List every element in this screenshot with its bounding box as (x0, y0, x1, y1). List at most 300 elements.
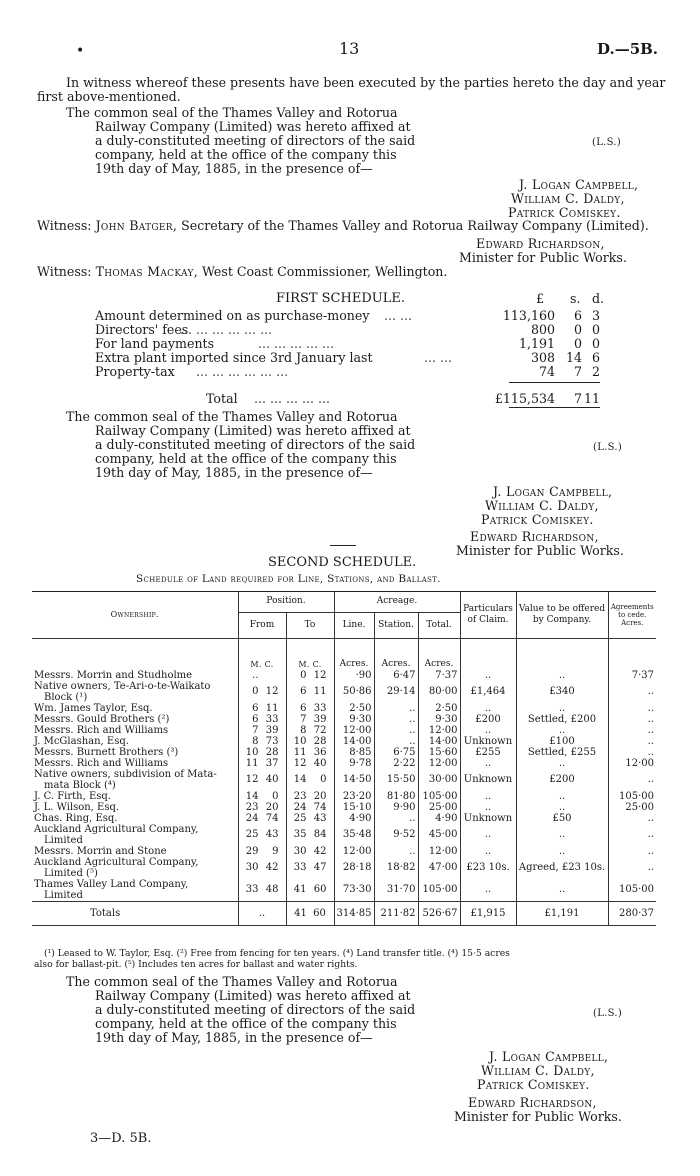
from-position-miles: 25 (245, 829, 259, 840)
unit-acres-station: Acres. (374, 638, 418, 670)
owner-line: Limited (⁵) (44, 867, 98, 879)
claim-cell: £255 (460, 747, 516, 758)
header-line: Line. (334, 612, 374, 638)
to-position-chains: 42 (313, 845, 327, 857)
land-schedule-table (32, 592, 656, 926)
from-position (238, 670, 286, 681)
owner-line: Native owners, Te-Ari-o-te-Waikato (34, 680, 211, 692)
owner-line: J. L. Wilson, Esq. (34, 801, 120, 813)
from-position-chains: 28 (265, 746, 279, 758)
cede-cell: .. (608, 813, 656, 824)
acreage-total: 105·00 (418, 879, 460, 902)
from-position-chains: 74 (265, 812, 279, 824)
to-position (286, 758, 334, 769)
second-schedule-title: SECOND SCHEDULE. (268, 555, 417, 570)
seal-line: company, held at the office of the company this (95, 451, 397, 466)
value-cell: £340 (516, 681, 608, 703)
item-shillings: 6 (573, 308, 582, 323)
from-position (238, 813, 286, 824)
from-position (238, 879, 286, 902)
claim-cell: .. (460, 879, 516, 902)
acreage-total: 15·60 (418, 747, 460, 758)
cede-cell: .. (608, 725, 656, 736)
claim-cell: .. (460, 703, 516, 714)
witness-name: John Batger, (95, 218, 178, 233)
owner-cell (32, 747, 238, 758)
witness-label: Witness: (37, 218, 92, 233)
acreage-line: 50·86 (334, 681, 374, 703)
seal-line: a duly-constituted meeting of directors of the said (95, 1002, 416, 1017)
value-cell: £50 (516, 813, 608, 824)
item-shillings: 0 (573, 336, 582, 351)
witness-label: Witness: (37, 264, 92, 279)
owner-cell (32, 758, 238, 769)
to-position-miles: 8 (300, 724, 307, 736)
from-position (238, 846, 286, 857)
table-row (32, 681, 656, 703)
owner-cell (32, 846, 238, 857)
owner-line: Messrs. Morrin and Stone (34, 845, 167, 857)
owner-cell (32, 703, 238, 714)
header-agreements: Agreements to cede. Acres. (608, 592, 656, 638)
to-position-chains: 60 (313, 884, 327, 895)
from-position (238, 769, 286, 791)
item-shillings: 7 (573, 364, 582, 379)
to-position (286, 747, 334, 758)
to-position-miles: 11 (293, 746, 307, 758)
to-position (286, 736, 334, 747)
item-pence: 0 (591, 336, 600, 351)
claim-cell: .. (460, 846, 516, 857)
item-shillings: 0 (573, 322, 582, 337)
from-position-miles: 14 (245, 790, 259, 802)
value-cell: .. (516, 703, 608, 714)
to-position-miles: 33 (293, 862, 307, 873)
totals-from: .. (238, 901, 286, 925)
unit-acres-total: Acres. (418, 638, 460, 670)
acreage-line: 14·50 (334, 769, 374, 791)
from-position-chains: 40 (265, 774, 279, 785)
owner-line: Messrs. Burnett Brothers (³) (34, 746, 179, 758)
from-position-chains: 73 (265, 735, 279, 747)
total-pence: 11 (584, 391, 601, 406)
value-cell: .. (516, 802, 608, 813)
doc-reference: D.—5B. (597, 40, 659, 58)
acreage-station: .. (374, 714, 418, 725)
value-cell: .. (516, 846, 608, 857)
acreage-station: .. (374, 813, 418, 824)
to-position-chains: 84 (313, 829, 327, 840)
cede-cell: 12·00 (608, 758, 656, 769)
acreage-station: 15·50 (374, 769, 418, 791)
minister-title: Minister for Public Works. (459, 250, 627, 265)
locus-sigilli: (L.S.) (592, 137, 622, 148)
acreage-line: 28·18 (334, 857, 374, 879)
to-position (286, 670, 334, 681)
to-position-miles: 6 (300, 702, 307, 714)
cede-cell: .. (608, 703, 656, 714)
acreage-line: 15·10 (334, 802, 374, 813)
page-number: 13 (339, 39, 360, 58)
to-position-miles: 7 (300, 713, 307, 725)
to-position-miles: 12 (293, 757, 307, 769)
table-row (32, 725, 656, 736)
item-pence: 3 (591, 308, 600, 323)
owner-cell (32, 736, 238, 747)
from-position-chains: 33 (265, 713, 279, 725)
value-cell: Settled, £200 (516, 714, 608, 725)
schedule-item-label: Extra plant imported since 3rd January last (95, 350, 373, 365)
table-row (32, 824, 656, 846)
acreage-station: 2·22 (374, 758, 418, 769)
cede-cell: .. (608, 714, 656, 725)
from-position-miles: 11 (245, 757, 259, 769)
to-position-chains: 12 (313, 669, 327, 681)
to-position-chains: 0 (320, 774, 327, 785)
owner-cell (32, 769, 238, 791)
to-position-miles: 6 (300, 686, 307, 697)
owner-cell (32, 824, 238, 846)
cede-cell: 7·37 (608, 670, 656, 681)
cede-cell: 105·00 (608, 879, 656, 902)
footnote-line2: also for ballast-pit. (⁵) Includes ten acres for ballast and water rights. (34, 959, 358, 970)
from-position-miles: 24 (245, 812, 259, 824)
from-position-chains: 11 (265, 702, 279, 714)
table-row (32, 802, 656, 813)
from-position (238, 857, 286, 879)
signatory: J. Logan Campbell, (493, 484, 613, 499)
to-position (286, 846, 334, 857)
first-schedule-title: FIRST SCHEDULE. (276, 291, 405, 306)
acreage-total: 7·37 (418, 670, 460, 681)
minister-name: Edward Richardson, (470, 529, 599, 544)
seal-line: a duly-constituted meeting of directors of the said (95, 437, 416, 452)
acreage-line: 9·30 (334, 714, 374, 725)
acreage-line: 73·30 (334, 879, 374, 902)
unit-mc-from: M. C. (238, 638, 286, 670)
from-position-chains: 39 (265, 724, 279, 736)
header-from: From (238, 612, 286, 638)
from-position-chains: 0 (272, 790, 279, 802)
to-position-chains: 33 (313, 702, 327, 714)
from-position-chains: 37 (265, 757, 279, 769)
to-position (286, 769, 334, 791)
unit-acres-line: Acres. (334, 638, 374, 670)
owner-line: Messrs. Gould Brothers (²) (34, 713, 170, 725)
acreage-line: 23·20 (334, 791, 374, 802)
schedule-rows (32, 670, 656, 902)
acreage-total: 4·90 (418, 813, 460, 824)
currency-header-pence: d. (592, 291, 605, 306)
claim-cell: Unknown (460, 769, 516, 791)
to-position (286, 681, 334, 703)
schedule-item-label: Amount determined on as purchase-money (95, 308, 370, 323)
from-position (238, 747, 286, 758)
seal-line: company, held at the office of the company this (95, 147, 397, 162)
header-value: Value to be offered by Company. (516, 592, 608, 638)
table-row (32, 714, 656, 725)
totals-line: 314·85 (334, 901, 374, 925)
witness-description: Secretary of the Thames Valley and Rotorua Railway Company (Limited). (181, 218, 649, 233)
to-position-chains: 40 (313, 757, 327, 769)
totals-station: 211·82 (374, 901, 418, 925)
seal-line: a duly-constituted meeting of directors of the said (95, 133, 416, 148)
locus-sigilli: (L.S.) (593, 1008, 623, 1019)
header-to: To (286, 612, 334, 638)
from-position (238, 791, 286, 802)
minister-title: Minister for Public Works. (454, 1109, 622, 1124)
item-pounds: 800 (530, 322, 555, 337)
minister-title: Minister for Public Works. (456, 543, 624, 558)
totals-total: 526·67 (418, 901, 460, 925)
header-total: Total. (418, 612, 460, 638)
owner-line: Block (¹) (44, 691, 88, 703)
claim-cell: £23 10s. (460, 857, 516, 879)
owner-line: Messrs. Rich and Williams (34, 724, 169, 736)
to-position-chains: 20 (313, 790, 327, 802)
totals-value: £1,191 (516, 901, 608, 925)
from-position (238, 758, 286, 769)
from-position-chains: 48 (265, 884, 279, 895)
table-row (32, 879, 656, 902)
total-shillings: 7 (573, 391, 582, 406)
owner-line: Messrs. Rich and Williams (34, 757, 169, 769)
to-position-chains: 11 (313, 686, 327, 697)
from-position-chains: 42 (265, 862, 279, 873)
from-position (238, 681, 286, 703)
acreage-total: 80·00 (418, 681, 460, 703)
seal-line: The common seal of the Thames Valley and Rotorua (66, 105, 398, 120)
footnote-line1: (¹) Leased to W. Taylor, Esq. (²) Free from fencing for ten years. (⁴) Land transfer title. (⁴) 15·5 acres (44, 948, 510, 959)
value-cell: .. (516, 670, 608, 681)
cede-cell: .. (608, 747, 656, 758)
to-position-chains: 36 (313, 746, 327, 758)
item-pence: 0 (591, 322, 600, 337)
minister-name: Edward Richardson, (476, 236, 605, 251)
to-position-miles: 10 (293, 735, 307, 747)
item-pounds: 113,160 (502, 308, 555, 323)
owner-line: Limited (44, 889, 83, 901)
to-position (286, 725, 334, 736)
value-cell: .. (516, 791, 608, 802)
cede-cell: .. (608, 846, 656, 857)
acreage-total: 105·00 (418, 791, 460, 802)
acreage-station: .. (374, 736, 418, 747)
from-position (238, 824, 286, 846)
claim-cell: .. (460, 802, 516, 813)
to-position-miles: 30 (293, 845, 307, 857)
seal-line: Railway Company (Limited) was hereto affixed at (95, 423, 411, 438)
acreage-line: 4·90 (334, 813, 374, 824)
acreage-station: 6·47 (374, 670, 418, 681)
from-position-miles: 33 (245, 884, 259, 895)
item-pounds: 74 (538, 364, 555, 379)
owner-line: J. C. Firth, Esq. (34, 790, 111, 802)
acreage-station: 29·14 (374, 681, 418, 703)
item-pounds: 1,191 (518, 336, 555, 351)
schedule-item-label: Property-tax (95, 364, 175, 379)
acreage-station: 31·70 (374, 879, 418, 902)
owner-cell (32, 791, 238, 802)
owner-line: Chas. Ring, Esq. (34, 812, 118, 824)
header-position: Position. (238, 592, 334, 612)
witness-line-2 (37, 265, 447, 279)
owner-cell (32, 857, 238, 879)
claim-cell: .. (460, 824, 516, 846)
table-row (32, 703, 656, 714)
owner-cell (32, 802, 238, 813)
value-cell: Settled, £255 (516, 747, 608, 758)
acreage-line: 35·48 (334, 824, 374, 846)
item-pounds: 308 (530, 350, 555, 365)
cede-cell: 105·00 (608, 791, 656, 802)
claim-cell: .. (460, 670, 516, 681)
seal-line: Railway Company (Limited) was hereto affixed at (95, 119, 411, 134)
owner-cell (32, 714, 238, 725)
total-pounds: £115,534 (494, 391, 555, 406)
value-cell: .. (516, 758, 608, 769)
to-position (286, 802, 334, 813)
totals-label: Totals (90, 907, 121, 919)
owner-line: Auckland Agricultural Company, (34, 856, 199, 868)
cede-cell: .. (608, 824, 656, 846)
totals-row (32, 901, 656, 925)
witness-name: Thomas Mackay, (95, 264, 198, 279)
witness-intro-line1: In witness whereof these presents have been executed by the parties hereto the day and year (66, 75, 666, 90)
table-row (32, 857, 656, 879)
signatory: William C. Daldy, (485, 498, 599, 513)
witness-intro-line2: first above-mentioned. (37, 89, 181, 104)
cede-cell: .. (608, 769, 656, 791)
to-position (286, 703, 334, 714)
seal-line: 19th day of May, 1885, in the presence of— (95, 1030, 373, 1045)
to-position-miles: 35 (293, 829, 307, 840)
section-rule (330, 545, 356, 546)
owner-line: mata Block (⁴) (44, 779, 116, 791)
to-position-miles: 0 (300, 669, 307, 681)
claim-cell: .. (460, 725, 516, 736)
owner-line: Thames Valley Land Company, (34, 878, 189, 890)
minister-name: Edward Richardson, (468, 1095, 597, 1110)
claim-cell: .. (460, 758, 516, 769)
table-row (32, 736, 656, 747)
header-ownership: Ownership. (110, 610, 159, 620)
to-position (286, 791, 334, 802)
locus-sigilli: (L.S.) (593, 442, 623, 453)
owner-cell (32, 681, 238, 703)
acreage-station: 18·82 (374, 857, 418, 879)
value-cell: .. (516, 879, 608, 902)
acreage-total: 2·50 (418, 703, 460, 714)
from-position-miles: 0 (252, 686, 259, 697)
owner-cell (32, 879, 238, 902)
signatory: Patrick Comiskey. (508, 205, 621, 220)
cede-cell: .. (608, 736, 656, 747)
acreage-line: ·90 (334, 670, 374, 681)
acreage-station: .. (374, 725, 418, 736)
header-acreage: Acreage. (334, 592, 460, 612)
acreage-total: 14·00 (418, 736, 460, 747)
bullet-mark: • (76, 43, 85, 59)
witness-line-1 (37, 219, 649, 233)
to-position-miles: 14 (293, 774, 307, 785)
from-position-chains: 20 (265, 801, 279, 813)
from-position-miles: 6 (252, 713, 259, 725)
acreage-total: 12·00 (418, 725, 460, 736)
seal-line: The common seal of the Thames Valley and Rotorua (66, 409, 398, 424)
acreage-total: 9·30 (418, 714, 460, 725)
owner-line: Limited (44, 834, 83, 846)
from-position-miles: 12 (245, 774, 259, 785)
value-cell: .. (516, 725, 608, 736)
acreage-total: 12·00 (418, 758, 460, 769)
table-row (32, 813, 656, 824)
from-position-miles: 10 (245, 746, 259, 758)
value-cell: £100 (516, 736, 608, 747)
currency-header-shillings: s. (570, 291, 581, 306)
signatory: J. Logan Campbell, (519, 177, 639, 192)
signatory: William C. Daldy, (481, 1063, 595, 1078)
to-position-miles: 24 (293, 801, 307, 813)
cede-cell: .. (608, 857, 656, 879)
seal-line: 19th day of May, 1885, in the presence of— (95, 465, 373, 480)
table-row (32, 769, 656, 791)
totals-cede: 280·37 (608, 901, 656, 925)
signatory: J. Logan Campbell, (489, 1049, 609, 1064)
totals-claim: £1,915 (460, 901, 516, 925)
to-position-chains: 43 (313, 812, 327, 824)
acreage-line: 8·85 (334, 747, 374, 758)
from-position-miles: .. (252, 669, 259, 681)
to-position (286, 879, 334, 902)
acreage-total: 47·00 (418, 857, 460, 879)
value-cell: Agreed, £23 10s. (516, 857, 608, 879)
header-particulars: Particulars of Claim. (460, 592, 516, 638)
from-position (238, 703, 286, 714)
from-position (238, 802, 286, 813)
from-position-miles: 8 (252, 735, 259, 747)
acreage-total: 12·00 (418, 846, 460, 857)
acreage-line: 14·00 (334, 736, 374, 747)
to-position (286, 813, 334, 824)
schedule-item-label: Directors' fees (95, 322, 189, 337)
table-row (32, 758, 656, 769)
claim-cell: Unknown (460, 813, 516, 824)
to-position (286, 824, 334, 846)
from-position (238, 725, 286, 736)
acreage-line: 2·50 (334, 703, 374, 714)
acreage-station: .. (374, 703, 418, 714)
owner-line: Wm. James Taylor, Esq. (34, 702, 153, 714)
to-position-miles: 41 (293, 884, 307, 895)
table-row (32, 791, 656, 802)
signatory: William C. Daldy, (511, 191, 625, 206)
header-station: Station. (374, 612, 418, 638)
from-position-miles: 7 (252, 724, 259, 736)
signature-mark: 3—D. 5B. (90, 1131, 152, 1146)
acreage-station: 81·80 (374, 791, 418, 802)
cede-cell: 25·00 (608, 802, 656, 813)
seal-line: 19th day of May, 1885, in the presence of— (95, 161, 373, 176)
to-position-chains: 39 (313, 713, 327, 725)
table-row (32, 670, 656, 681)
value-cell: £200 (516, 769, 608, 791)
acreage-line: 12·00 (334, 846, 374, 857)
currency-header-pounds: £ (536, 291, 545, 306)
acreage-station: .. (374, 846, 418, 857)
total-label: Total (206, 391, 238, 406)
to-position-chains: 74 (313, 801, 327, 813)
